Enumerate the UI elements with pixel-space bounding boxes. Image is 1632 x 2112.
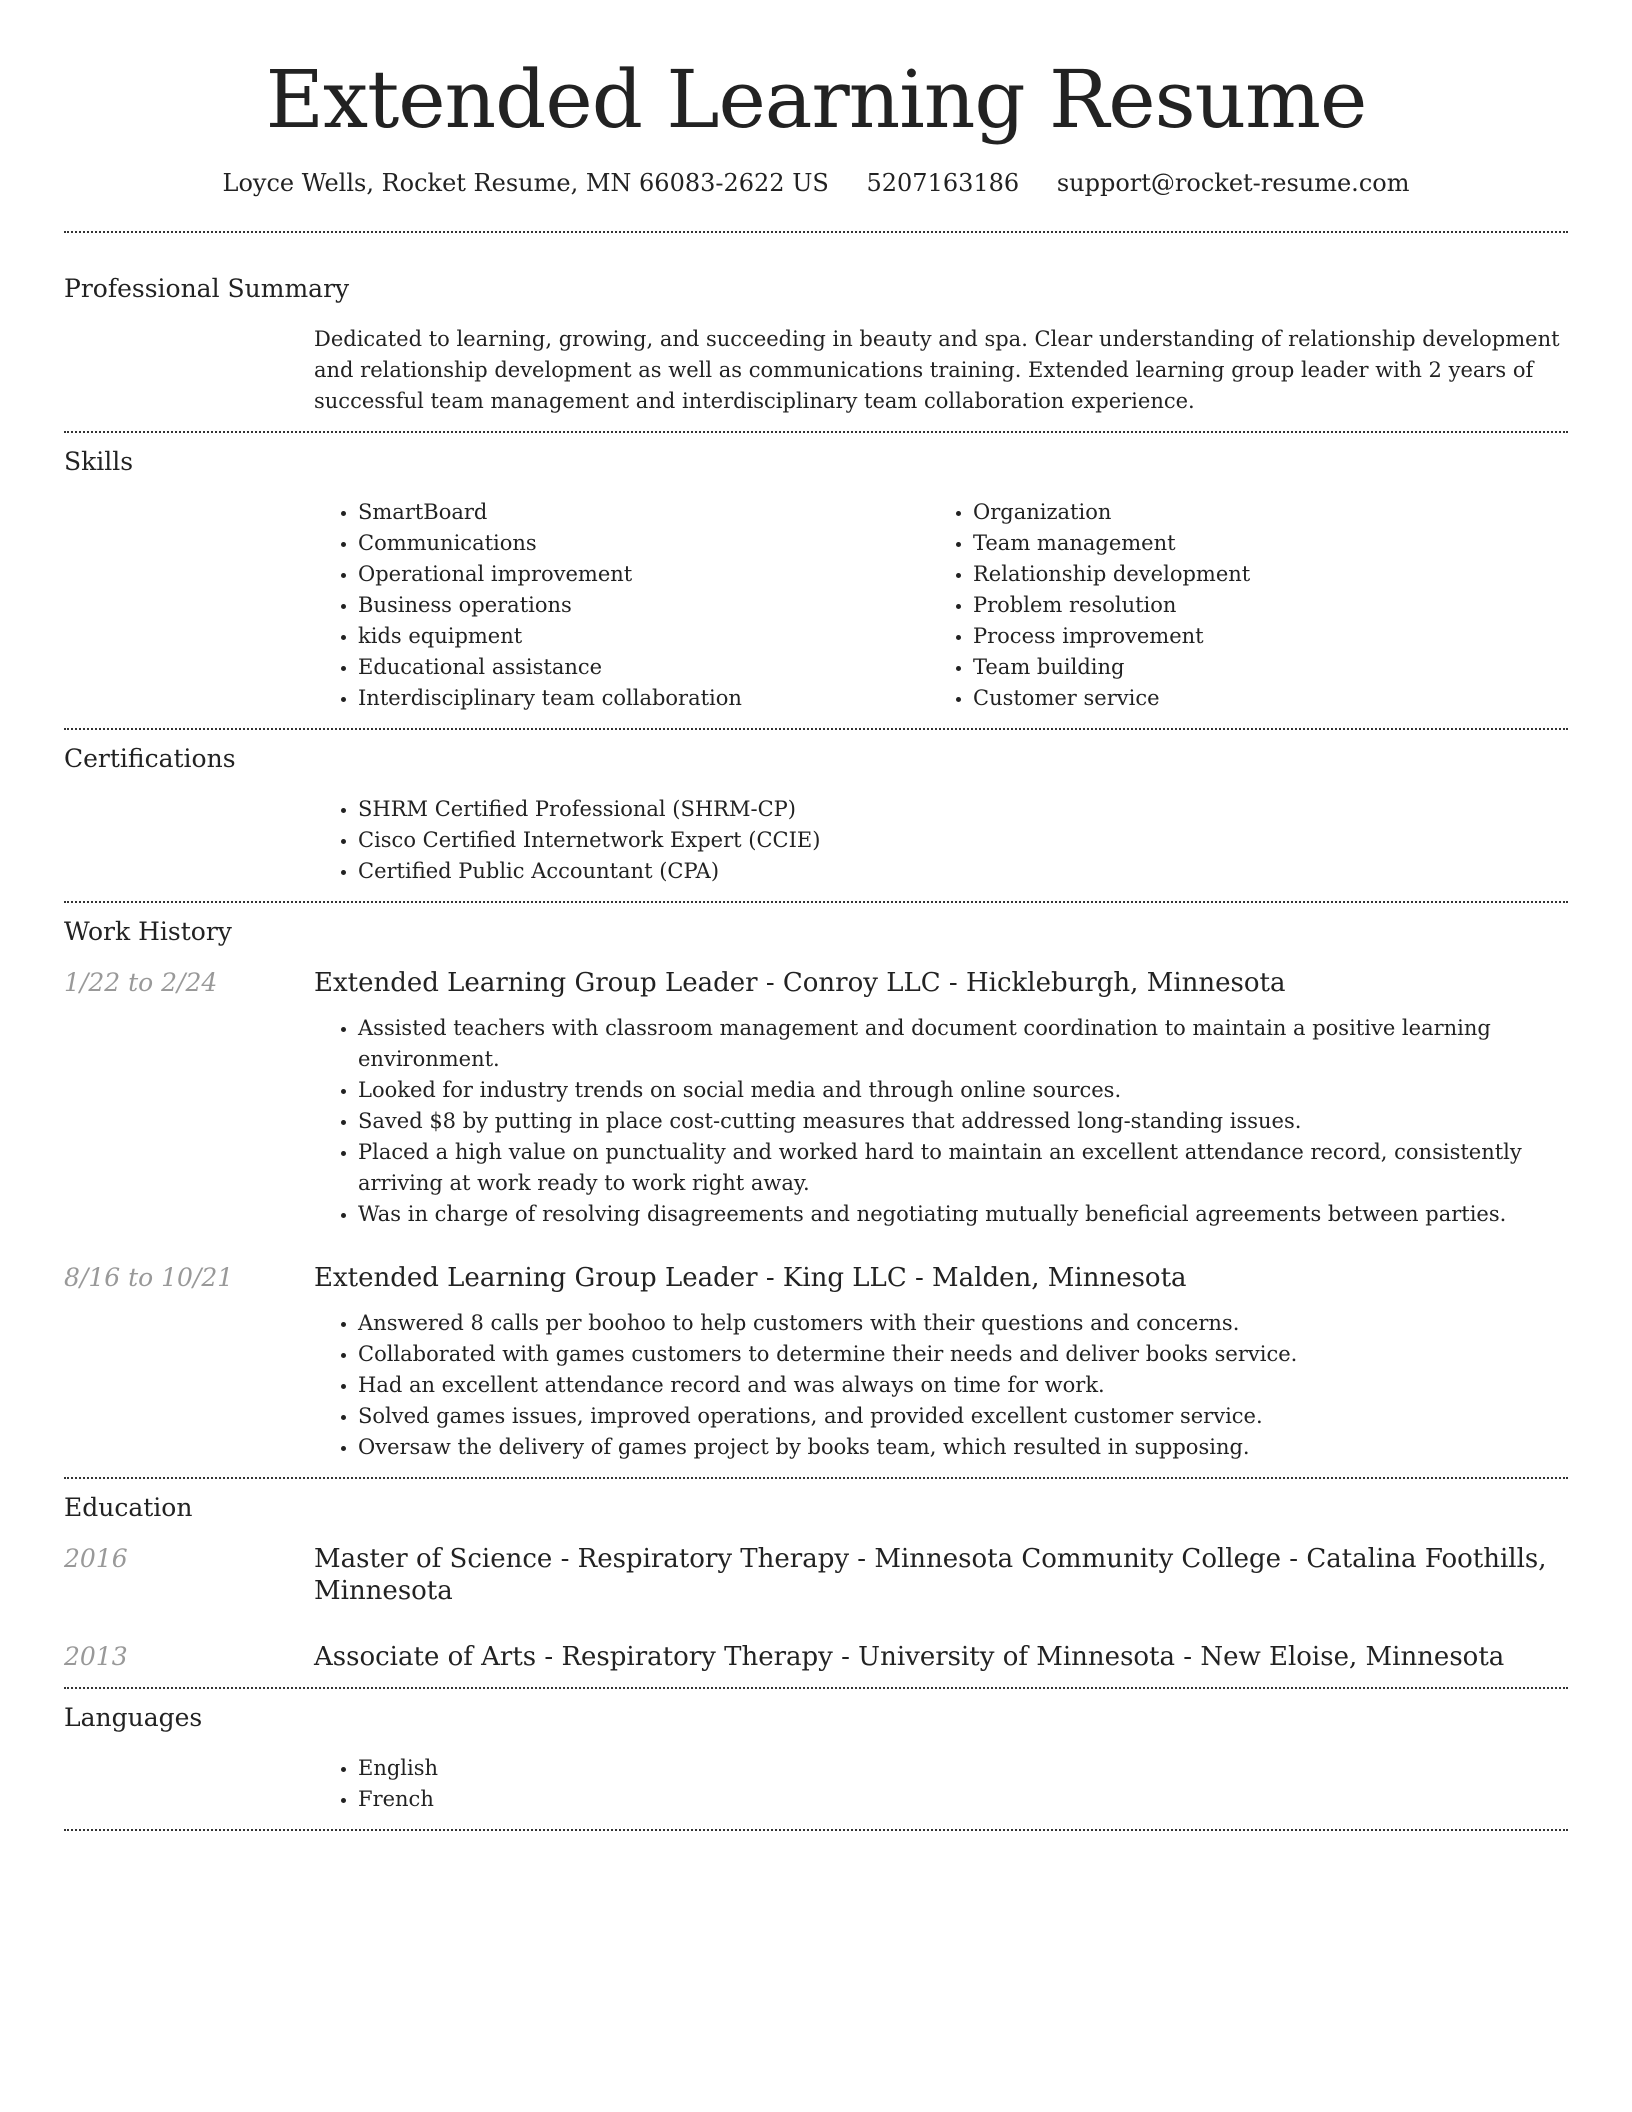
education-entry — [64, 1641, 1568, 1673]
job-bullet: • Assisted teachers with classroom management and document coordination to maintain a positive learning environment. — [358, 1013, 1568, 1075]
skill-item: • Educational assistance — [358, 652, 929, 683]
skills-list — [314, 497, 1568, 714]
education-year: 2016 — [64, 1544, 128, 1573]
skill-item: • Communications — [358, 528, 929, 559]
job-bullet: • Oversaw the delivery of games project by books team, which resulted in supposing. — [358, 1432, 1568, 1463]
education-degree: Master of Science - Respiratory Therapy - Minnesota Community College - Catalina Foothills, Minnesota — [314, 1544, 1547, 1606]
certifications-list — [314, 794, 1568, 887]
job-date: 8/16 to 10/21 — [64, 1263, 234, 1292]
job-bullet: • Had an excellent attendance record and was always on time for work. — [358, 1370, 1568, 1401]
skill-item: • Organization — [973, 497, 1544, 528]
section-divider — [64, 1477, 1568, 1479]
job-bullet: • Placed a high value on punctuality and worked hard to maintain an excellent attendance record, consistently arriving at work ready to work right away. — [358, 1137, 1568, 1199]
section-divider — [64, 1829, 1568, 1831]
section-divider — [64, 231, 1568, 233]
job-bullet: • Solved games issues, improved operations, and provided excellent customer service. — [358, 1401, 1568, 1432]
section-divider — [64, 901, 1568, 903]
education-year: 2013 — [64, 1642, 128, 1671]
certification-item: • SHRM Certified Professional (SHRM-CP) — [358, 794, 1568, 825]
certifications-heading: Certifications — [64, 744, 236, 773]
languages-list — [314, 1753, 1568, 1815]
job-date: 1/22 to 2/24 — [64, 968, 218, 997]
skill-item: • Interdisciplinary team collaboration — [358, 683, 929, 714]
contact-line — [64, 168, 1568, 198]
contact-phone: 5207163186 — [866, 169, 1020, 197]
resume-page — [64, 0, 1568, 1831]
skill-item: • Relationship development — [973, 559, 1544, 590]
contact-address: Loyce Wells, Rocket Resume, MN 66083-2622 US — [222, 169, 829, 197]
resume-title: Extended Learning Resume — [265, 53, 1367, 146]
skill-item: • Team building — [973, 652, 1544, 683]
skills-heading: Skills — [64, 447, 134, 476]
education-degree: Associate of Arts - Respiratory Therapy - University of Minnesota - New Eloise, Minnesota — [314, 1642, 1505, 1672]
language-item: • English — [358, 1753, 1568, 1784]
summary-heading: Professional Summary — [64, 274, 350, 303]
skill-item: • Operational improvement — [358, 559, 929, 590]
job-bullet: • Saved $8 by putting in place cost-cutting measures that addressed long-standing issues. — [358, 1106, 1568, 1137]
job-bullet: • Looked for industry trends on social media and through online sources. — [358, 1075, 1568, 1106]
section-divider — [64, 1687, 1568, 1689]
skill-item: • Customer service — [973, 683, 1544, 714]
certification-item: • Cisco Certified Internetwork Expert (CCIE) — [358, 825, 1568, 856]
education-heading: Education — [64, 1493, 193, 1522]
contact-email: support@rocket-resume.com — [1056, 169, 1410, 197]
job-title: Extended Learning Group Leader - Conroy LLC - Hickleburgh, Minnesota — [314, 968, 1286, 998]
job-bullet: • Collaborated with games customers to determine their needs and deliver books service. — [358, 1339, 1568, 1370]
job-bullets — [314, 1013, 1568, 1230]
skills-column-right — [929, 497, 1544, 714]
skill-item: • Problem resolution — [973, 590, 1544, 621]
languages-heading: Languages — [64, 1703, 203, 1732]
job-bullet: • Was in charge of resolving disagreements and negotiating mutually beneficial agreements between parties. — [358, 1199, 1568, 1230]
job-title: Extended Learning Group Leader - King LLC - Malden, Minnesota — [314, 1263, 1187, 1293]
skill-item: • Process improvement — [973, 621, 1544, 652]
work-history-heading: Work History — [64, 917, 232, 946]
job-bullets — [314, 1308, 1568, 1463]
skills-column-left — [314, 497, 929, 714]
skill-item: • SmartBoard — [358, 497, 929, 528]
job-entry — [64, 967, 1568, 1230]
certification-item: • Certified Public Accountant (CPA) — [358, 856, 1568, 887]
language-item: • French — [358, 1784, 1568, 1815]
summary-text: Dedicated to learning, growing, and succeeding in beauty and spa. Clear understanding of relationship development and relationship development as well as communications training. Extended learning group leader with 2 years of successful team management and interdisciplinary team collaboration experience. — [314, 327, 1560, 413]
education-entry — [64, 1543, 1568, 1607]
skill-item: • Team management — [973, 528, 1544, 559]
job-entry — [64, 1262, 1568, 1463]
skill-item: • Business operations — [358, 590, 929, 621]
section-divider — [64, 728, 1568, 730]
job-bullet: • Answered 8 calls per boohoo to help customers with their questions and concerns. — [358, 1308, 1568, 1339]
section-divider — [64, 431, 1568, 433]
skill-item: • kids equipment — [358, 621, 929, 652]
